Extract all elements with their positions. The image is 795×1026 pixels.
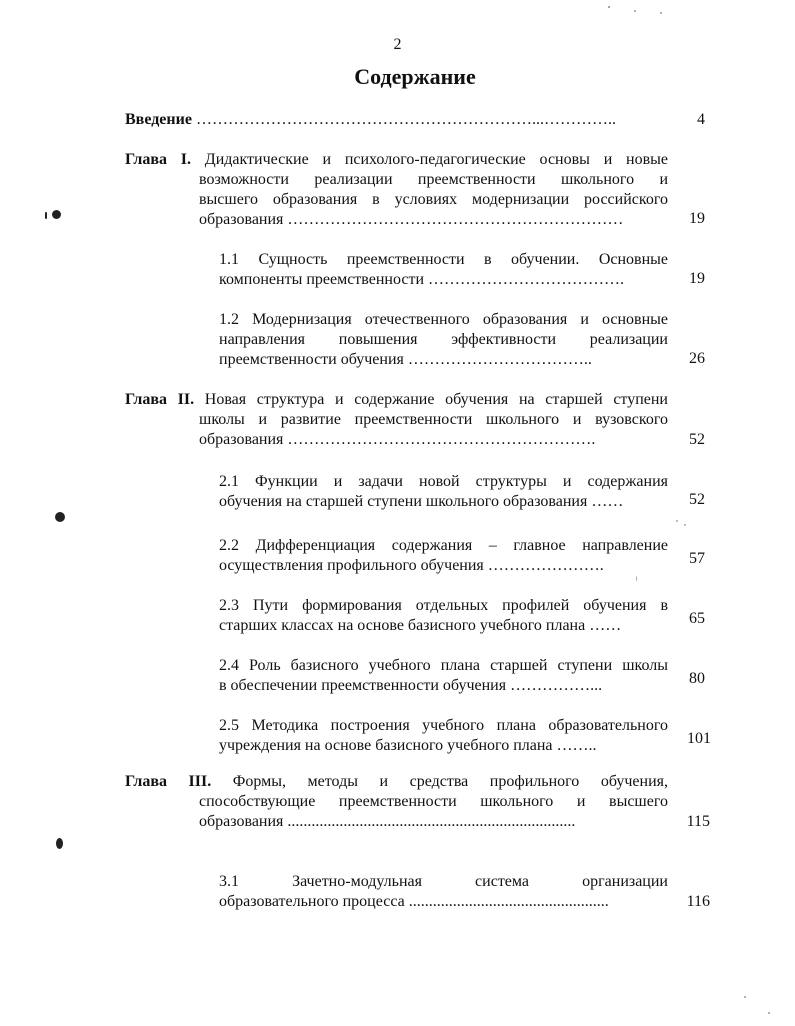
section-1-1-page: 19	[689, 270, 705, 287]
scan-speck	[55, 512, 65, 522]
section-2-4-line-1: 2.4 Роль базисного учебного плана старшей ступени школы	[219, 657, 668, 674]
chapter-1-line-1: Дидактические и психолого-педагогические основы и новые	[191, 151, 668, 168]
toc-entry-intro	[125, 110, 705, 130]
section-3-1-page: 116	[686, 893, 710, 910]
scan-speck	[636, 576, 637, 581]
chapter-3-line-3: образования ........................................................................	[199, 813, 576, 830]
scan-speck	[676, 520, 678, 522]
section-1-1-line-2: компоненты преемственности ……………………………….	[219, 271, 625, 288]
chapter-3-line-2: способствующие преемственности школьного и высшего	[199, 793, 668, 810]
scan-speck	[45, 212, 47, 219]
chapter-3-page: 115	[686, 813, 710, 830]
toc-entry-section-1-2	[219, 310, 705, 370]
section-1-2-line-3: преемственности обучения ……………………………..	[219, 351, 592, 368]
toc-intro-label: Введение	[125, 111, 192, 128]
chapter-1-prefix: Глава I.	[125, 151, 191, 168]
section-2-3-line-1: 2.3 Пути формирования отдельных профилей обучения в	[219, 597, 668, 614]
scan-speck	[744, 996, 746, 998]
section-2-4-page: 80	[689, 670, 705, 687]
chapter-2-line-2: школы и развитие преемственности школьного и вузовского	[199, 411, 668, 428]
chapter-1-line-3: высшего образования в условиях модернизации российского	[199, 191, 668, 208]
scan-speck	[52, 210, 61, 219]
section-1-2-line-2: направления повышения эффективности реализации	[219, 331, 668, 348]
chapter-2-line-1: Новая структура и содержание обучения на старшей ступени	[194, 391, 668, 408]
toc-entry-section-3-1	[219, 872, 710, 912]
toc-intro-page: 4	[697, 111, 705, 128]
toc-entry-section-2-3	[219, 596, 705, 636]
scan-speck	[634, 10, 636, 12]
scan-speck	[660, 12, 662, 14]
section-2-4-line-2: в обеспечении преемственности обучения ……………...	[219, 677, 603, 694]
chapter-2-page: 52	[689, 431, 705, 448]
section-3-1-line-1: 3.1 Зачетно-модульная система организации	[219, 873, 668, 890]
toc-intro-dots: ………………………………………………………...…………..	[191, 111, 616, 128]
chapter-3-prefix: Глава III.	[125, 773, 212, 790]
section-2-2-page: 57	[689, 550, 705, 567]
section-2-5-line-2: учреждения на основе базисного учебного плана ……..	[219, 737, 597, 754]
page-number: 2	[393, 36, 402, 53]
section-2-3-line-2: старших классах на основе базисного учебного плана ……	[219, 617, 622, 634]
section-2-2-line-1: 2.2 Дифференциация содержания – главное направление	[219, 537, 668, 554]
chapter-1-line-4: образования ………………………………………………………	[199, 211, 624, 228]
section-2-1-line-1: 2.1 Функции и задачи новой структуры и содержания	[219, 473, 668, 490]
section-1-2-page: 26	[689, 350, 705, 367]
section-2-5-line-1: 2.5 Методика построения учебного плана образовательного	[219, 717, 668, 734]
chapter-3-line-1: Формы, методы и средства профильного обучения,	[211, 773, 668, 790]
section-2-3-page: 65	[689, 610, 705, 627]
scan-speck	[768, 1012, 770, 1014]
scan-speck	[684, 524, 686, 526]
section-2-1-line-2: обучения на старшей ступени школьного образования ……	[219, 493, 624, 510]
section-3-1-line-2: образовательного процесса ..................................................	[219, 893, 609, 910]
scan-speck	[608, 6, 610, 8]
section-2-5-page: 101	[687, 730, 711, 747]
toc-entry-section-1-1	[219, 250, 705, 290]
chapter-1-line-2: возможности реализации преемственности школьного и	[199, 171, 668, 188]
page-title: Содержание	[354, 64, 476, 89]
chapter-1-page: 19	[689, 210, 705, 227]
toc-entry-section-2-5	[219, 716, 711, 756]
scan-speck	[56, 838, 63, 849]
section-1-1-line-1: 1.1 Сущность преемственности в обучении. Основные	[219, 251, 668, 268]
chapter-2-line-3: образования ………………………………………………….	[199, 431, 596, 448]
chapter-2-prefix: Глава II.	[125, 391, 195, 408]
section-1-2-line-1: 1.2 Модернизация отечественного образования и основные	[219, 311, 668, 328]
toc-entry-section-2-1	[219, 472, 705, 512]
section-2-2-line-2: осуществления профильного обучения ………………….	[219, 557, 604, 574]
toc-entry-section-2-2	[219, 536, 705, 576]
toc-entry-section-2-4	[219, 656, 705, 696]
section-2-1-page: 52	[689, 491, 705, 508]
